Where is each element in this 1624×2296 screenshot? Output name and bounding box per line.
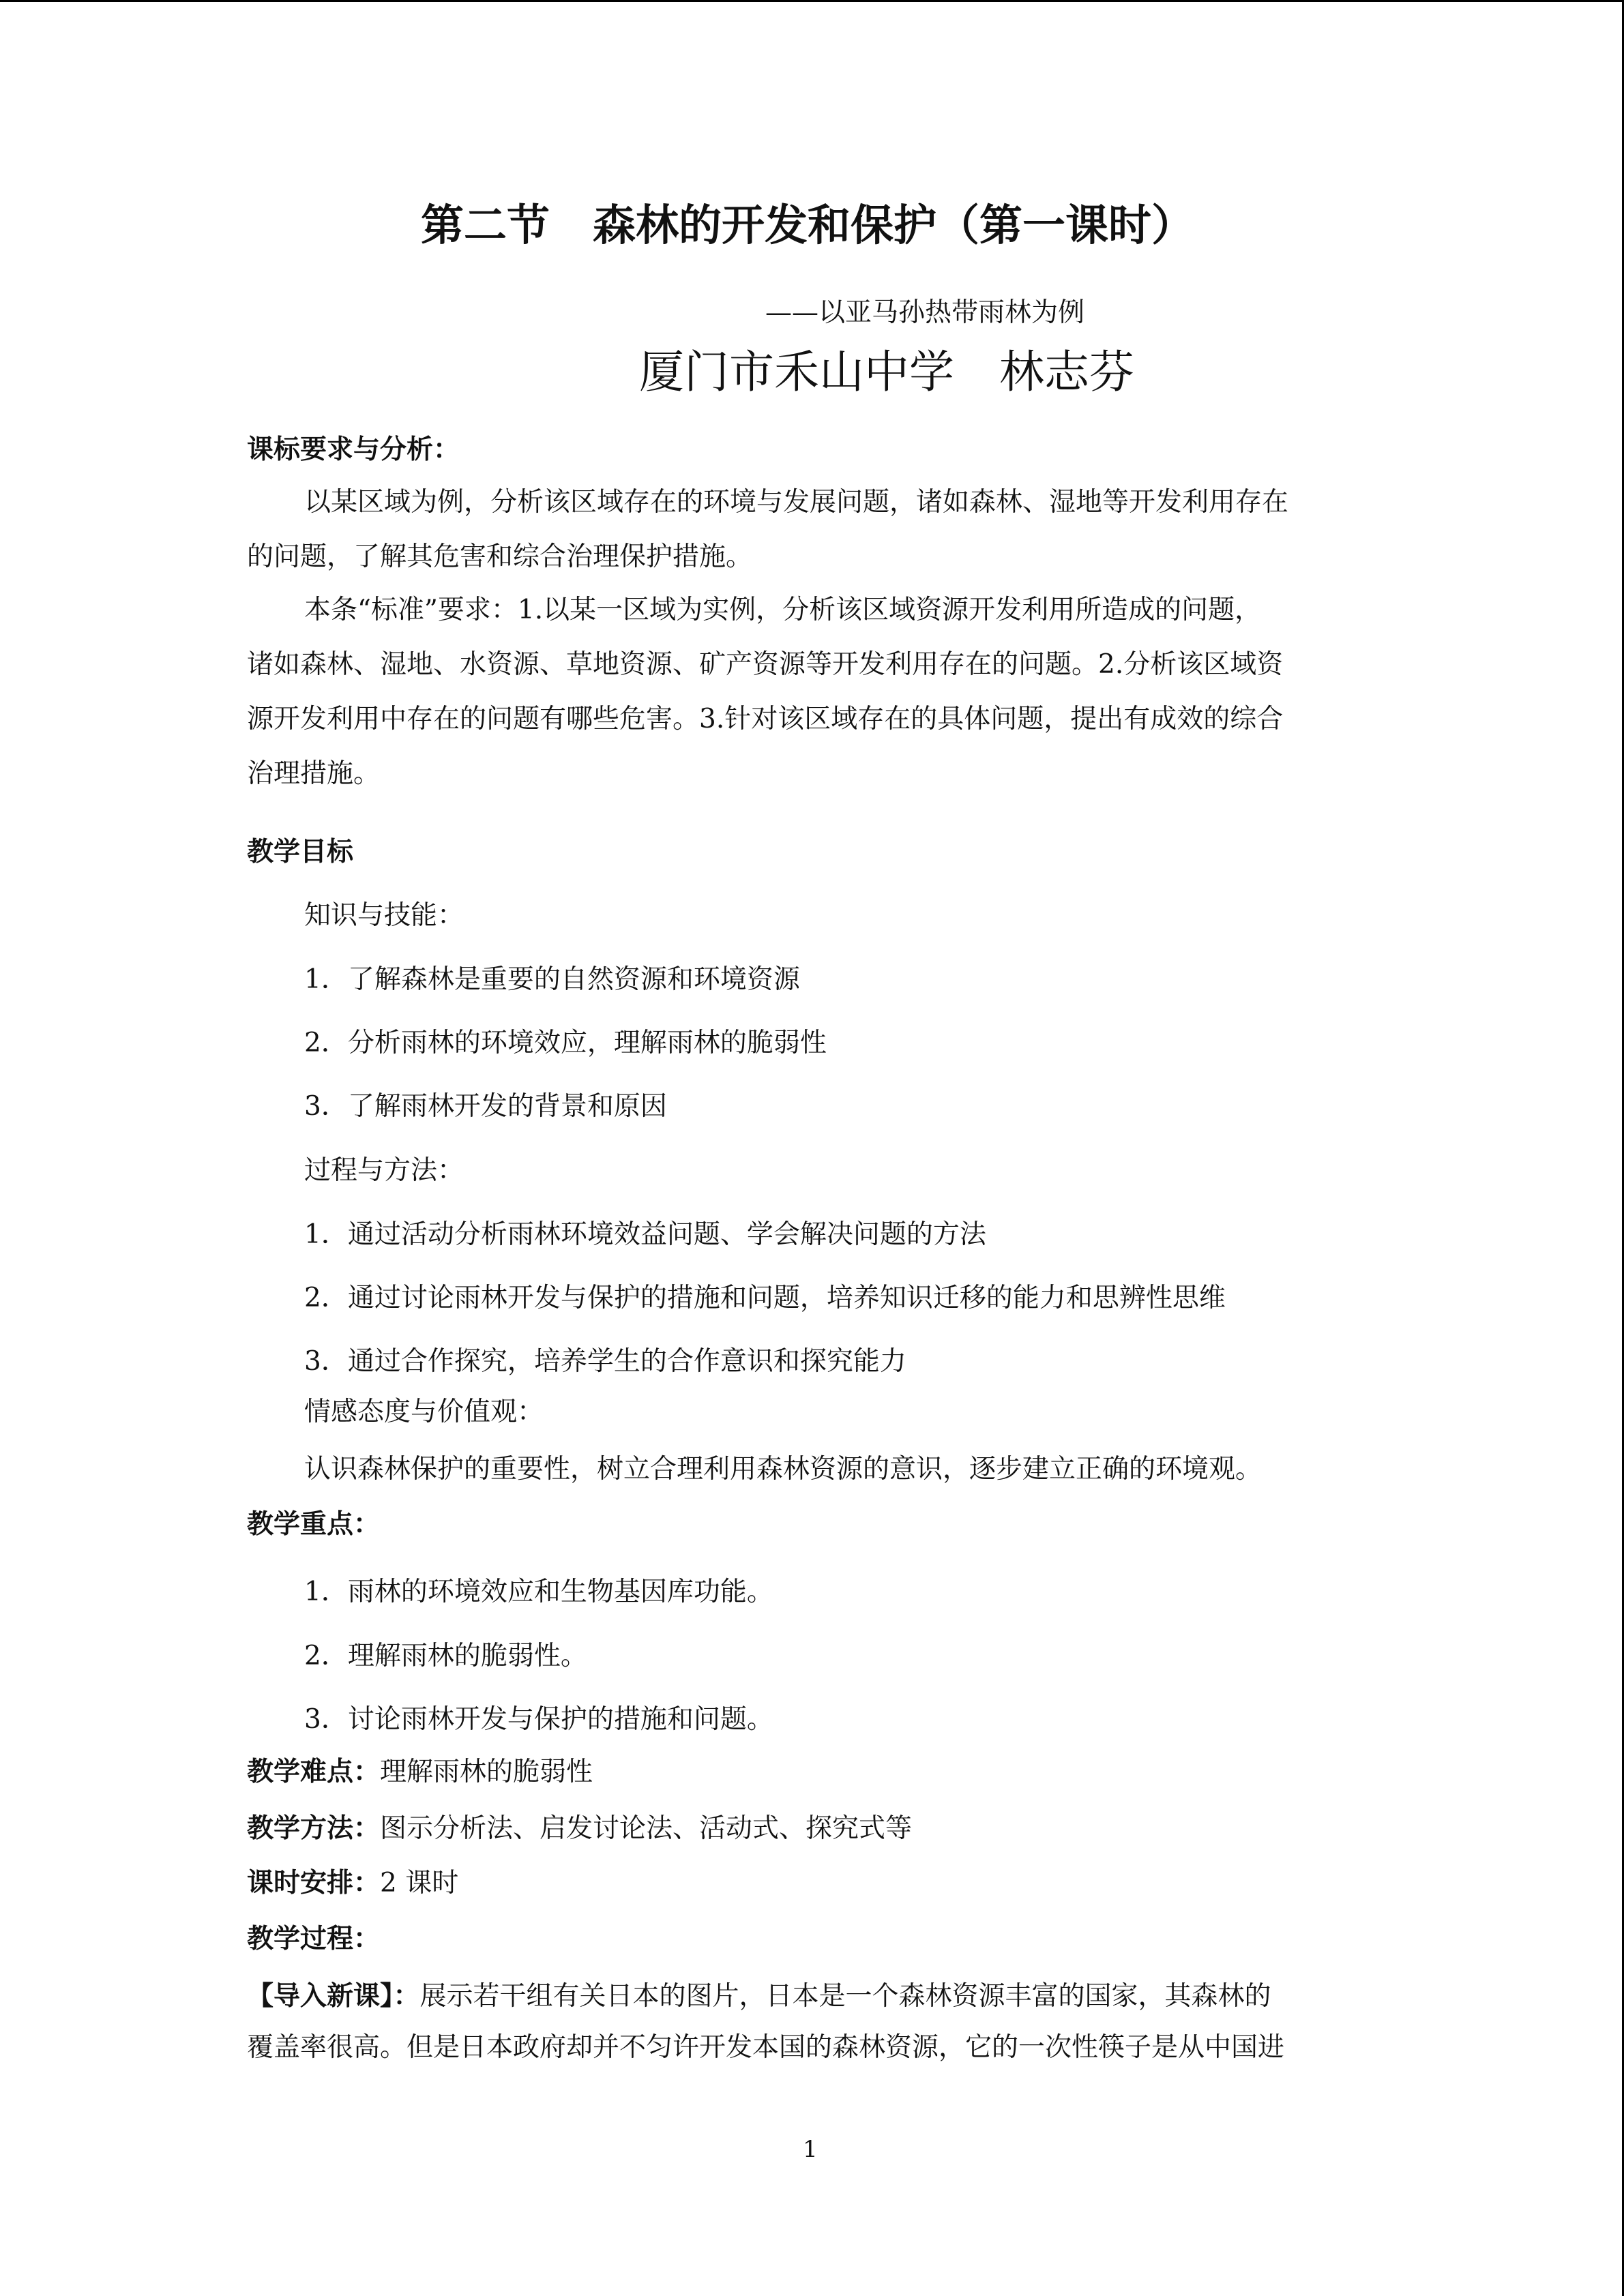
list-item: 1．了解森林是重要的自然资源和环境资源	[304, 964, 800, 995]
difficulty-label: 教学难点：	[247, 1756, 381, 1787]
paragraph-line: 诸如森林、湿地、水资源、草地资源、矿产资源等开发利用存在的问题。2.分析该区域资	[247, 649, 1284, 680]
schedule-line	[247, 1866, 458, 1900]
section-heading-curriculum: 课标要求与分析：	[247, 434, 460, 465]
paragraph-line: 的问题，了解其危害和综合治理保护措施。	[247, 541, 753, 572]
paragraph-line: 认识森林保护的重要性，树立合理利用森林资源的意识，逐步建立正确的环境观。	[304, 1454, 1263, 1485]
section-heading-objectives: 教学目标	[247, 836, 354, 867]
schedule-label: 课时安排：	[247, 1867, 381, 1898]
list-item: 3．了解雨林开发的背景和原因	[304, 1091, 667, 1122]
paragraph-line: 覆盖率很高。但是日本政府却并不匀许开发本国的森林资源，它的一次性筷子是从中国进	[247, 2032, 1285, 2063]
schedule-text: 2 课时	[380, 1868, 459, 1898]
document-title: 第二节 森林的开发和保护（第一课时）	[421, 200, 1194, 250]
method-label: 教学方法：	[247, 1813, 381, 1844]
document-subtitle: ——以亚马孙热带雨林为例	[765, 297, 1085, 328]
intro-text: 展示若干组有关日本的图片，日本是一个森林资源丰富的国家，其森林的	[419, 1981, 1271, 2012]
section-heading-process: 教学过程：	[247, 1923, 381, 1954]
list-item: 3．通过合作探究，培养学生的合作意识和探究能力	[304, 1346, 906, 1377]
intro-line	[247, 1979, 1271, 2014]
subheading-process: 过程与方法：	[304, 1155, 464, 1186]
top-border	[0, 0, 1624, 2]
list-item: 2．通过讨论雨林开发与保护的措施和问题，培养知识迁移的能力和思辨性思维	[304, 1283, 1226, 1313]
paragraph-line: 源开发利用中存在的问题有哪些危害。3.针对该区域存在的具体问题，提出有成效的综合	[247, 704, 1284, 734]
paragraph-line: 治理措施。	[247, 758, 381, 789]
page-number: 1	[803, 2136, 818, 2163]
paragraph-line: 本条“标准”要求：1.以某一区域为实例，分析该区域资源开发利用所造成的问题，	[304, 595, 1262, 625]
list-item: 1．雨林的环境效应和生物基因库功能。	[304, 1577, 773, 1607]
list-item: 2．理解雨林的脆弱性。	[304, 1641, 587, 1671]
document-author: 厦门市禾山中学 林志芬	[639, 346, 1134, 398]
list-item: 3．讨论雨林开发与保护的措施和问题。	[304, 1704, 773, 1735]
section-heading-key-points: 教学重点：	[247, 1508, 381, 1540]
list-item: 2．分析雨林的环境效应，理解雨林的脆弱性	[304, 1028, 827, 1058]
list-item: 1．通过活动分析雨林环境效益问题、学会解决问题的方法	[304, 1219, 986, 1250]
difficulty-text: 理解雨林的脆弱性	[380, 1757, 593, 1787]
subheading-values: 情感态度与价值观：	[304, 1397, 544, 1427]
intro-label: 【导入新课】：	[247, 1980, 420, 2012]
paragraph-line: 以某区域为例，分析该区域存在的环境与发展问题，诸如森林、湿地等开发利用存在	[304, 487, 1289, 518]
method-text: 图示分析法、启发讨论法、活动式、探究式等	[380, 1813, 913, 1844]
subheading-knowledge: 知识与技能：	[304, 900, 464, 931]
difficulty-line	[247, 1755, 593, 1789]
method-line	[247, 1811, 912, 1846]
